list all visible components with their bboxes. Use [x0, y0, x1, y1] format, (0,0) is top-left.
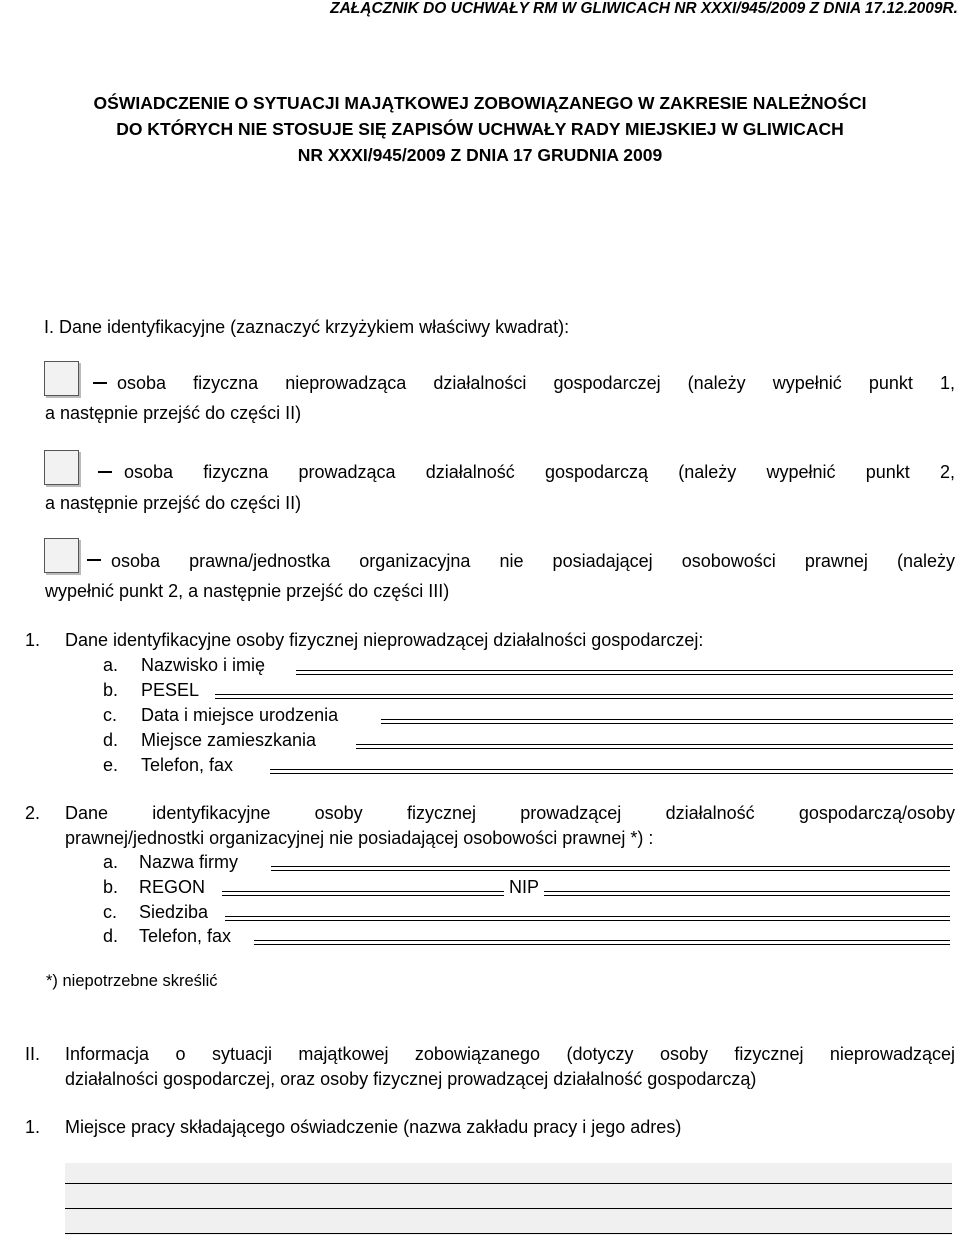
input-line-nip[interactable]	[544, 891, 950, 896]
point-1-number: 1.	[25, 630, 41, 650]
point-2-text-line-1: Dane identyfikacyjne osoby fizycznej prowadzącej działalność gospodarczą/osoby	[65, 803, 955, 823]
answer-line	[65, 1208, 952, 1209]
field-letter: e.	[103, 755, 119, 775]
field-letter: a.	[103, 852, 119, 872]
field-label-birth: Data i miejsce urodzenia	[141, 705, 339, 725]
input-line-residence[interactable]	[356, 744, 953, 749]
section-2-text-line-2: działalności gospodarczej, oraz osoby fizycznej prowadzącej działalność gospodarczą)	[65, 1069, 757, 1089]
checkbox-legal-entity[interactable]	[44, 538, 79, 573]
field-label-company: Nazwa firmy	[139, 852, 239, 872]
field-letter: b.	[103, 680, 119, 700]
checkbox-natural-person-business[interactable]	[44, 450, 79, 485]
field-letter: d.	[103, 730, 119, 750]
field-letter: a.	[103, 655, 119, 675]
option-1-dash	[93, 382, 107, 384]
section-2-number: II.	[25, 1044, 41, 1064]
answer-line	[65, 1183, 952, 1184]
field-label-phone: Telefon, fax	[141, 755, 234, 775]
field-label-phone-2: Telefon, fax	[139, 926, 232, 946]
option-3-dash	[87, 559, 101, 561]
document-title-line-2: DO KTÓRYCH NIE STOSUJE SIĘ ZAPISÓW UCHWAŁY RADY MIEJSKIEJ W GLIWICACH	[116, 119, 844, 139]
option-1-text-line-2: a następnie przejść do części II)	[45, 403, 302, 423]
section-2-item-1-text: Miejsce pracy składającego oświadczenie (nazwa zakładu pracy i jego adres)	[65, 1117, 682, 1137]
field-label-pesel: PESEL	[141, 680, 200, 700]
section-2-item-1-number: 1.	[25, 1117, 41, 1137]
option-2-text-line-2: a następnie przejść do części II)	[45, 493, 302, 513]
attachment-header: ZAŁĄCZNIK DO UCHWAŁY RM W GLIWICACH NR XXXI/945/2009 Z DNIA 17.12.2009R.	[330, 0, 958, 17]
input-line-phone[interactable]	[270, 769, 953, 774]
field-label-seat: Siedziba	[139, 902, 209, 922]
field-letter: b.	[103, 877, 119, 897]
field-letter: d.	[103, 926, 119, 946]
input-line-regon[interactable]	[222, 891, 504, 896]
answer-line	[65, 1233, 952, 1234]
field-label-regon: REGON	[139, 877, 206, 897]
point-2-text-line-2: prawnej/jednostki organizacyjnej nie posiadającej osobowości prawnej *) :	[65, 828, 654, 848]
field-label-nip: NIP	[509, 877, 540, 897]
document-title-line-3: NR XXXI/945/2009 Z DNIA 17 GRUDNIA 2009	[297, 145, 663, 165]
footnote: *) niepotrzebne skreślić	[46, 972, 218, 990]
field-label-residence: Miejsce zamieszkania	[141, 730, 317, 750]
option-2-dash	[98, 471, 112, 473]
input-line-phone-2[interactable]	[254, 940, 950, 945]
workplace-answer-box[interactable]	[65, 1163, 952, 1235]
checkbox-natural-person-no-business[interactable]	[44, 361, 79, 396]
field-label-name: Nazwisko i imię	[141, 655, 266, 675]
document-title-line-1: OŚWIADCZENIE O SYTUACJI MAJĄTKOWEJ ZOBOWIĄZANEGO W ZAKRESIE NALEŻNOŚCI	[93, 93, 867, 113]
option-3-text-line-1: osoba prawna/jednostka organizacyjna nie posiadającej osobowości prawnej (należy	[111, 551, 955, 571]
option-2-text-line-1: osoba fizyczna prowadząca działalność gospodarczą (należy wypełnić punkt 2,	[124, 462, 955, 482]
input-line-birth[interactable]	[381, 719, 953, 724]
option-3-text-line-2: wypełnić punkt 2, a następnie przejść do części III)	[45, 581, 450, 601]
input-line-pesel[interactable]	[215, 694, 953, 699]
option-1-text-line-1: osoba fizyczna nieprowadząca działalności gospodarczej (należy wypełnić punkt 1,	[117, 373, 955, 393]
section-2-text-line-1: Informacja o sytuacji majątkowej zobowiązanego (dotyczy osoby fizycznej nieprowadzącej	[65, 1044, 955, 1064]
input-line-name[interactable]	[296, 670, 953, 675]
point-1-text: Dane identyfikacyjne osoby fizycznej nieprowadzącej działalności gospodarczej:	[65, 630, 704, 650]
input-line-company[interactable]	[271, 866, 950, 871]
input-line-seat[interactable]	[225, 916, 950, 921]
point-2-number: 2.	[25, 803, 41, 823]
section-1-heading: I. Dane identyfikacyjne (zaznaczyć krzyżykiem właściwy kwadrat):	[44, 317, 570, 337]
field-letter: c.	[103, 705, 118, 725]
field-letter: c.	[103, 902, 118, 922]
